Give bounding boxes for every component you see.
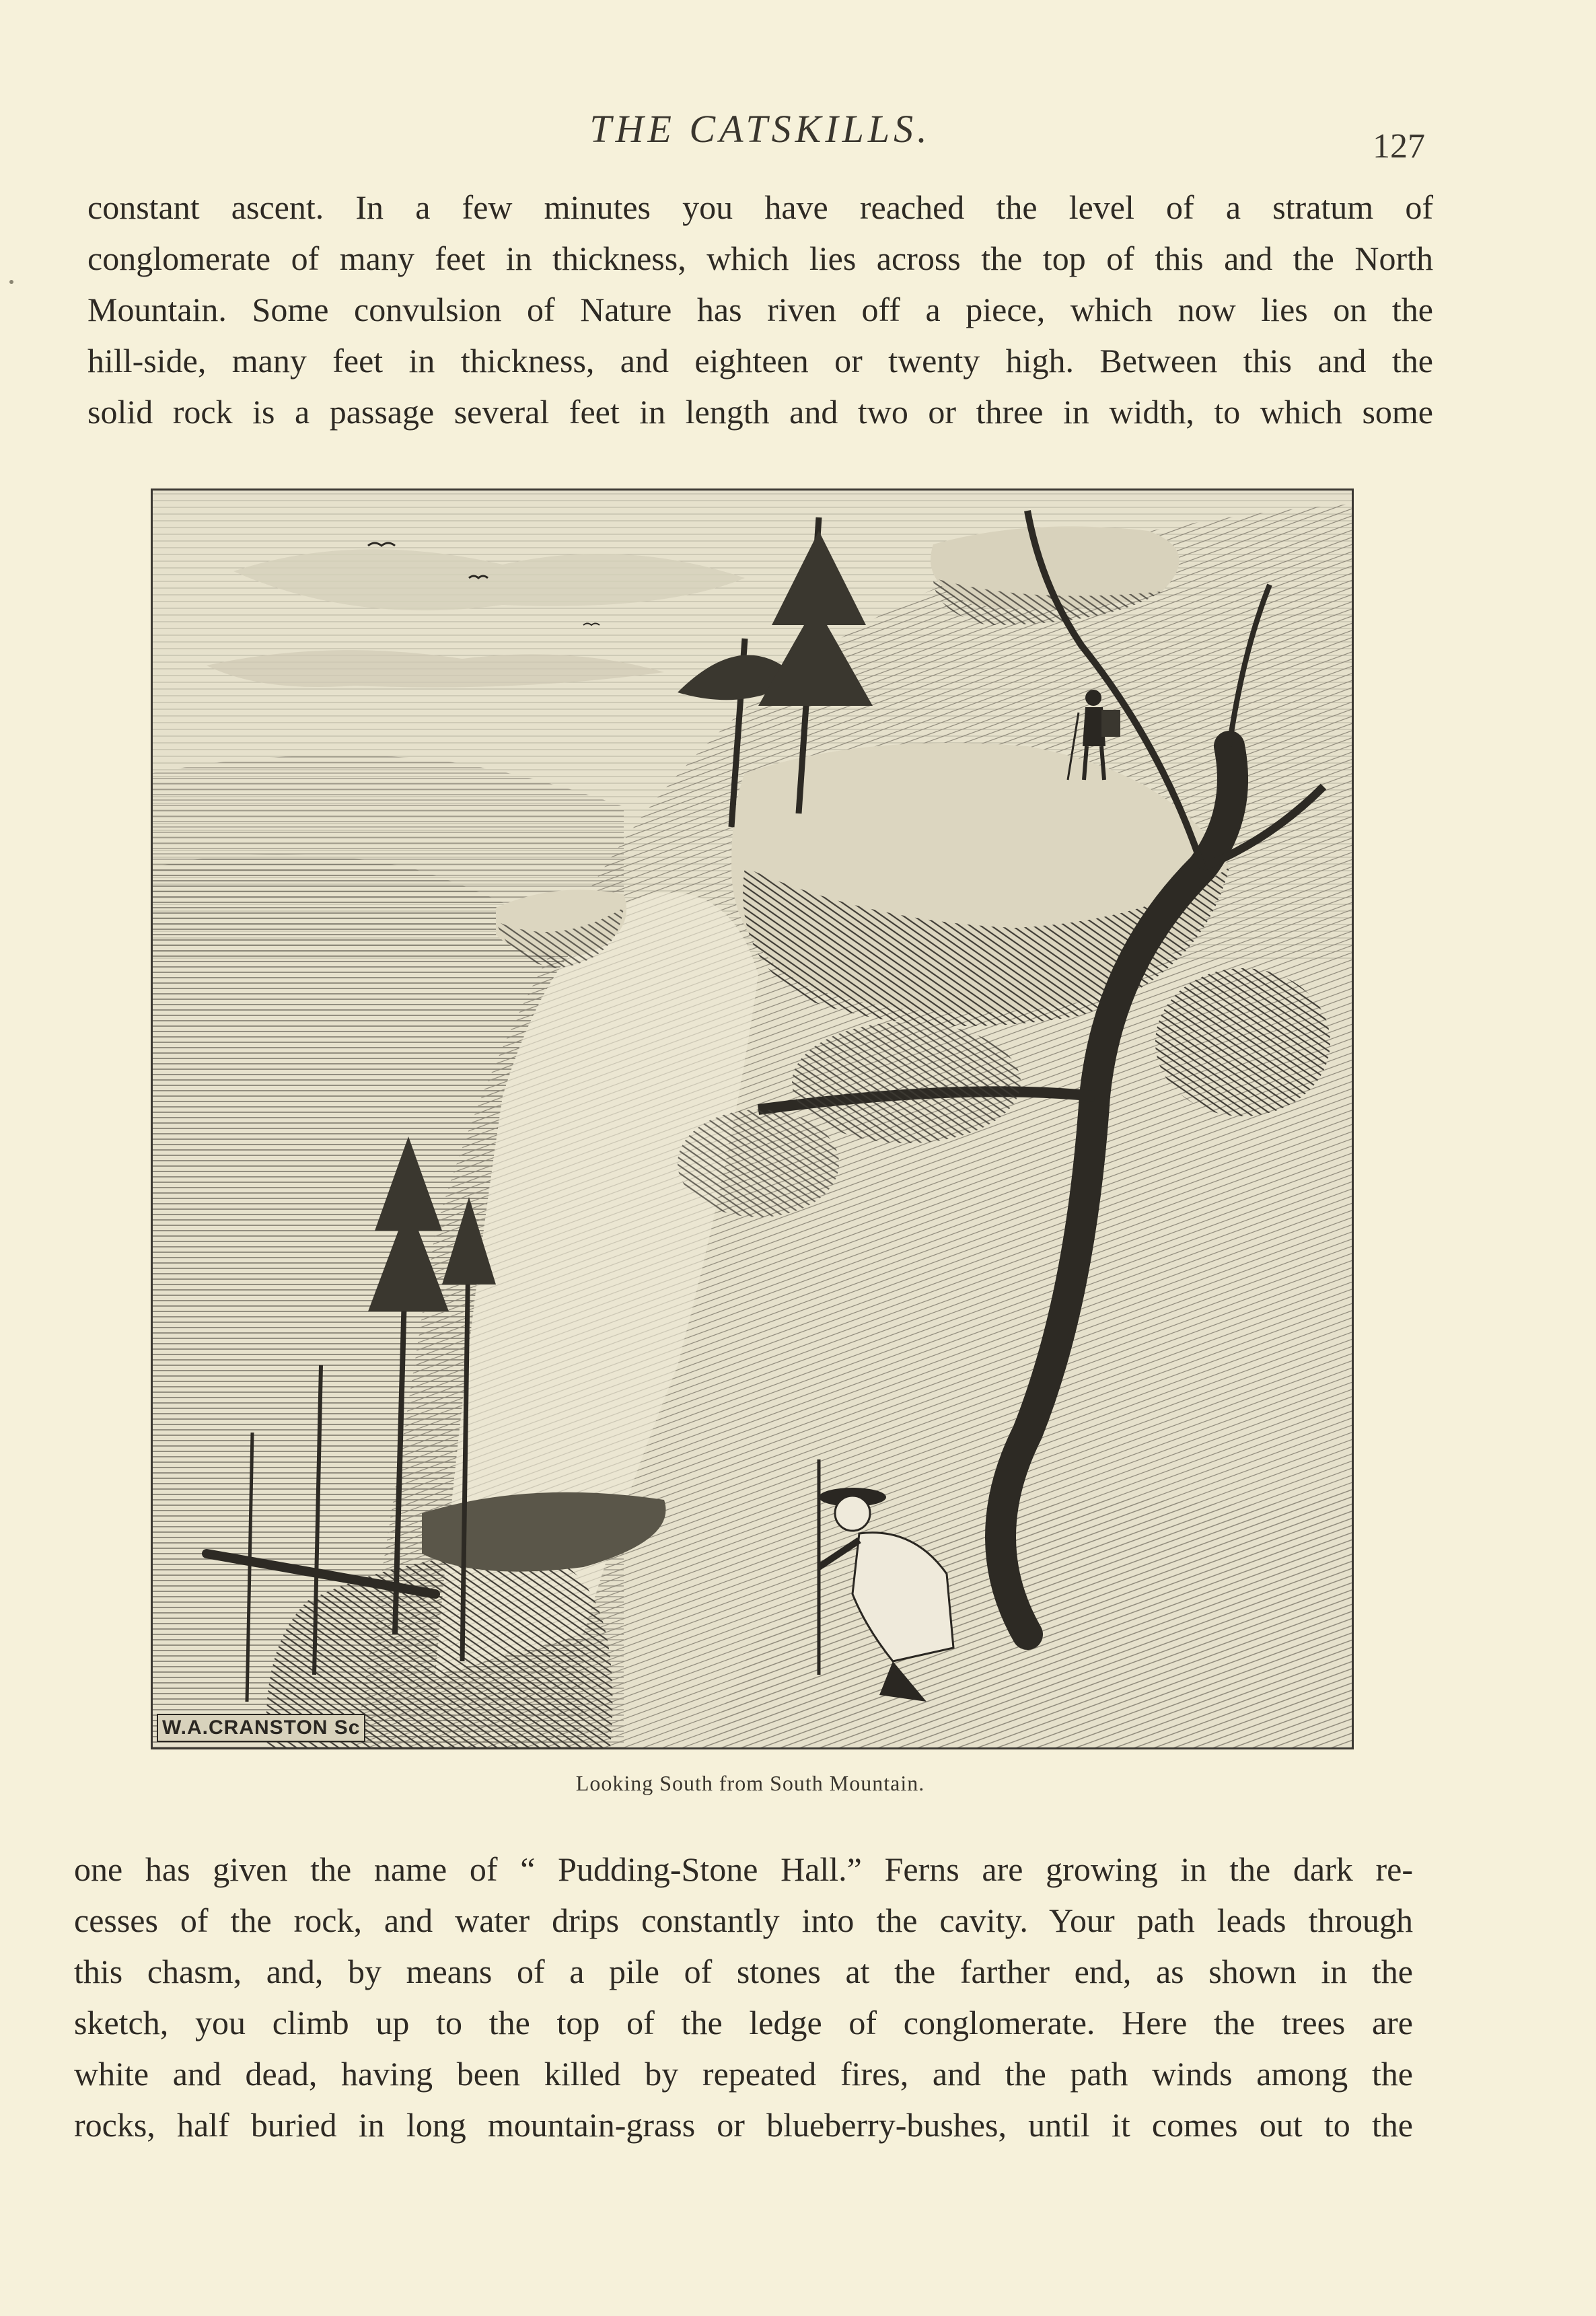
text-line: white and dead, having been killed by repeated fires, and the path winds among the bbox=[74, 2055, 1413, 2093]
text-line: one has given the name of “ Pudding-Stone Hall.” Ferns are growing in the dark re- bbox=[74, 1850, 1413, 1888]
paragraph-top bbox=[87, 182, 1433, 437]
text-line: this chasm, and, by means of a pile of stones at the farther end, as shown in the bbox=[74, 1953, 1413, 1990]
paper-speck bbox=[9, 280, 13, 284]
text-line: conglomerate of many feet in thickness, which lies across the top of this and the North bbox=[87, 240, 1433, 277]
text-line: Mountain. Some convulsion of Nature has riven off a piece, which now lies on the bbox=[87, 291, 1433, 328]
engraver-signature: W.A.CRANSTON Sc bbox=[157, 1714, 365, 1742]
engraving-drawing bbox=[153, 491, 1352, 1747]
paragraph-bottom bbox=[74, 1844, 1413, 2150]
text-line: solid rock is a passage several feet in length and two or three in width, to which some bbox=[87, 393, 1433, 431]
figure-caption: Looking South from South Mountain. bbox=[575, 1771, 925, 1795]
running-title: THE CATSKILLS. bbox=[589, 107, 931, 151]
text-line: rocks, half buried in long mountain-grass or blueberry-bushes, until it comes out to the bbox=[74, 2106, 1413, 2144]
engraving-illustration bbox=[151, 488, 1354, 1749]
text-line: constant ascent. In a few minutes you have reached the level of a stratum of bbox=[87, 188, 1433, 226]
text-line: sketch, you climb up to the top of the ledge of conglomerate. Here the trees are bbox=[74, 2004, 1413, 2041]
text-line: cesses of the rock, and water drips constantly into the cavity. Your path leads through bbox=[74, 1902, 1413, 1939]
page-number: 127 bbox=[1373, 127, 1425, 166]
text-line: hill-side, many feet in thickness, and eighteen or twenty high. Between this and the bbox=[87, 342, 1433, 379]
